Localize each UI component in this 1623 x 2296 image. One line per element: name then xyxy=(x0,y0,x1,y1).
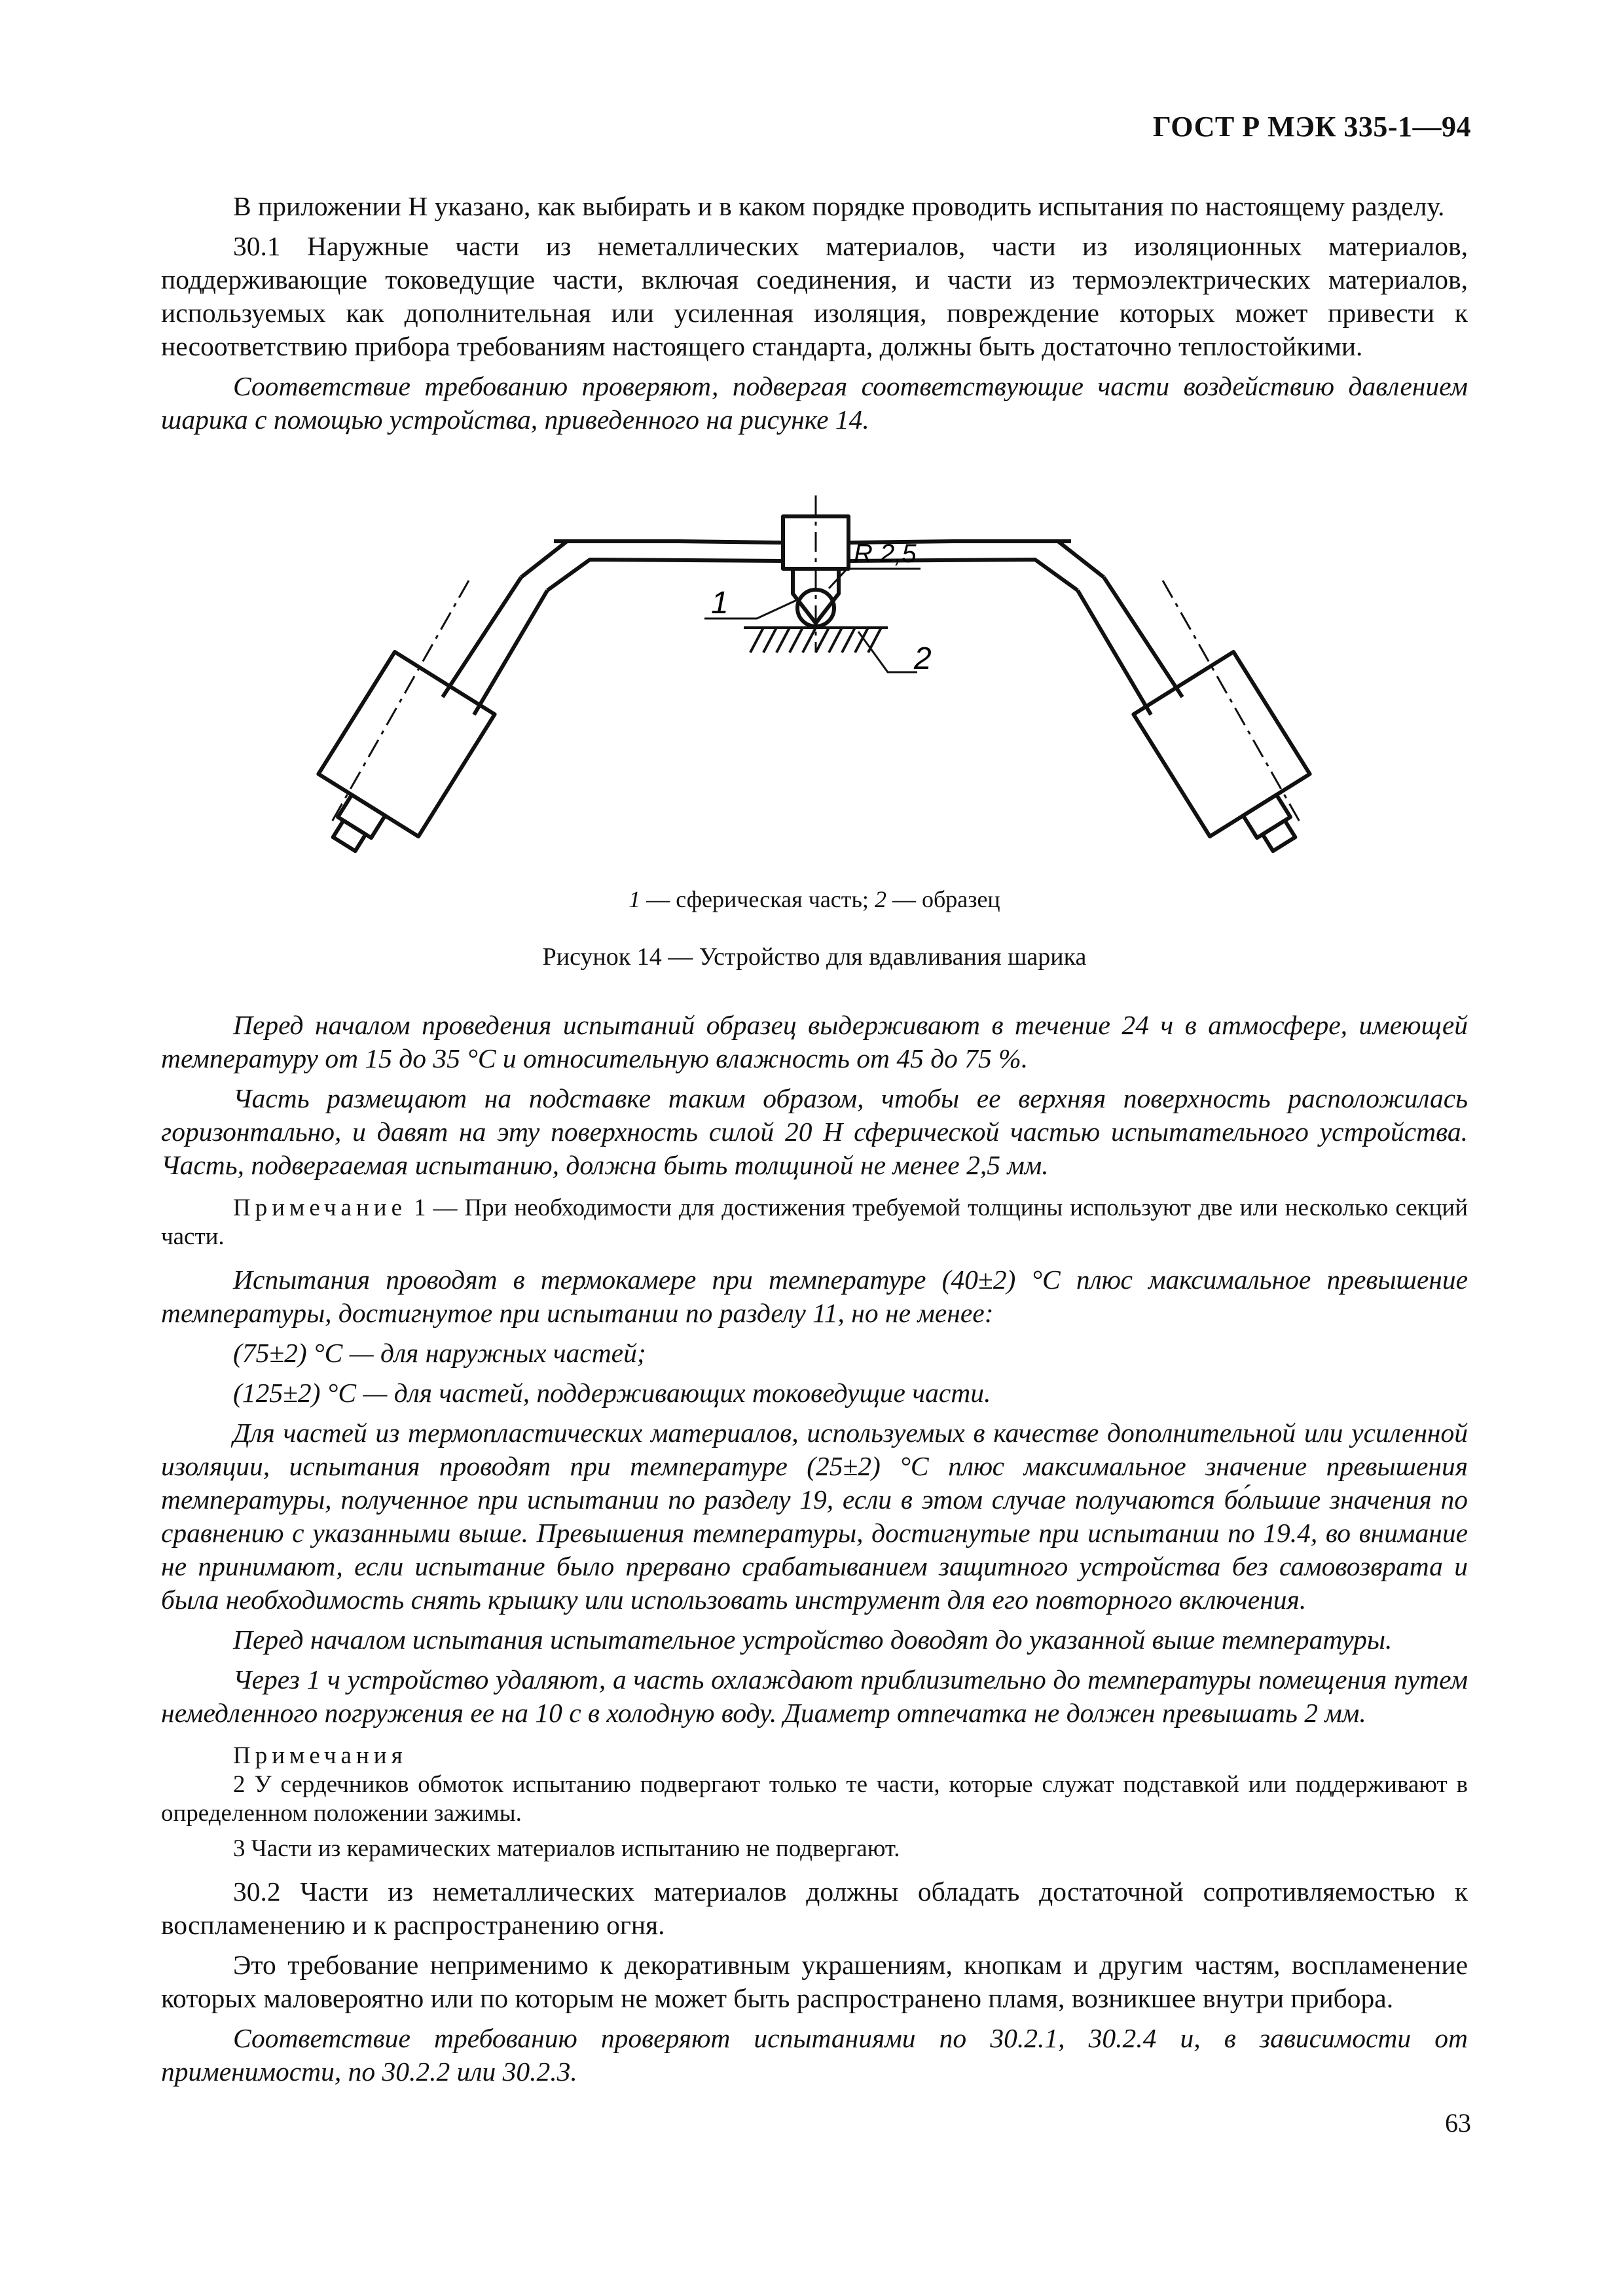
document-header: ГОСТ Р МЭК 335-1—94 xyxy=(1152,111,1471,143)
paragraph-thermoplastic: Для частей из термопластических материалов, используемых в качестве дополнительной или усиленной изоляции, испытания проводят при температуре (25±2) °С плюс максимальное значение превышения температуры, полученное при испытании по разделу 19, если в этом случае получаются бо́льшие значения по сравнению с указанными выше. Превышения температуры, достигнутые при испытании по 19.4, во внимание не принимают, если испытание было прервано срабатыванием защитного устройства без самовозврата и была необходимость снять крышку или использовать инструмент для его повторного включения. xyxy=(161,1418,1468,1615)
paragraph-check-2: Соответствие требованию проверяют испытаниями по 30.2.1, 30.2.4 и, в зависимости от применимости, по 30.2.2 или 30.2.3. xyxy=(161,2023,1468,2087)
paragraph-chamber: Испытания проводят в термокамере при температуре (40±2) °С плюс максимальное превышение температуры, достигнутое при испытании по разделу 11, но не менее: xyxy=(161,1265,1468,1328)
paragraph-30-2: 30.2 Части из неметаллических материалов должны обладать достаточной сопротивляемостью к воспламенению и к распространению огня. xyxy=(161,1876,1468,1940)
note-2: 2 У сердечников обмоток испытанию подвергают только те части, которые служат подставкой или поддерживают в определенном положении зажимы. xyxy=(161,1771,1468,1827)
paragraph-list-2: (125±2) °С — для частей, поддерживающих токоведущие части. xyxy=(233,1378,991,1408)
paragraph-list-1: (75±2) °С — для наружных частей; xyxy=(233,1338,646,1368)
ball-pressure-device-drawing xyxy=(161,456,1468,875)
label-2: 2 xyxy=(914,641,932,676)
page-number: 63 xyxy=(1445,2108,1471,2138)
paragraph-place: Часть размещают на подставке таким образом, чтобы ее верхняя поверхность расположилась горизонтально, и давят на эту поверхность силой 20 Н сферической частью испытательного устройства. Часть, подвергаемая испытанию, должна быть толщиной не менее 2,5 мм. xyxy=(161,1083,1468,1180)
paragraph-not-apply: Это требование неприменимо к декоративным украшениям, кнопкам и другим частям, воспламенение которых маловероятно или по которым не может быть распространено пламя, возникшее внутри прибора. xyxy=(161,1950,1468,2013)
legend-text-2: — образец xyxy=(886,886,1000,912)
paragraph-check: Соответствие требованию проверяют, подвергая соответствующие части воздействию давлением шарика с помощью устройства, приведенного на рисунке 14. xyxy=(161,371,1468,435)
note-1 xyxy=(161,1194,1468,1251)
paragraph-after: Через 1 ч устройство удаляют, а часть охлаждают приблизительно до температуры помещения путем немедленного погружения ее на 10 с в холодную воду. Диаметр отпечатка не должен превышать 2 мм. xyxy=(161,1664,1468,1728)
figure-legend xyxy=(161,883,1468,916)
document-body xyxy=(161,190,1468,2089)
paragraph-before: Перед началом проведения испытаний образец выдерживают в течение 24 ч в атмосфере, имеющей температуру от 15 до 35 °С и относительную влажность от 45 до 75 %. xyxy=(161,1010,1468,1073)
paragraph-intro: В приложении Н указано, как выбирать и в каком порядке проводить испытания по настоящему разделу. xyxy=(233,191,1445,221)
label-1: 1 xyxy=(711,586,729,620)
legend-text-1: — сферическая часть; xyxy=(640,886,875,912)
paragraph-device: Перед началом испытания испытательное устройство доводят до указанной выше температуры. xyxy=(233,1624,1393,1655)
figure-title: Рисунок 14 — Устройство для вдавливания шарика xyxy=(542,943,1087,971)
legend-num-2: 2 xyxy=(874,886,886,912)
label-radius: R 2,5 xyxy=(854,539,917,568)
note-1-text: 1 — При необходимости для достижения требуемой толщины используют две или несколько секций части. xyxy=(161,1194,1468,1250)
paragraph-30-1: 30.1 Наружные части из неметаллических материалов, части из изоляционных материалов, поддерживающие токоведущие части, включая соединения, и части из термоэлектрических материалов, используемых как дополнительная или усиленная изоляция, повреждение которых может привести к несоответствию прибора требованиям настоящего стандарта, должны быть достаточно теплостойкими. xyxy=(161,231,1468,361)
note-3: 3 Части из керамических материалов испытанию не подвергают. xyxy=(233,1835,900,1862)
notes-label: Примечания xyxy=(233,1742,407,1769)
figure-14 xyxy=(161,456,1468,971)
legend-num-1: 1 xyxy=(629,886,641,912)
note-1-label: Примечание xyxy=(233,1194,407,1221)
